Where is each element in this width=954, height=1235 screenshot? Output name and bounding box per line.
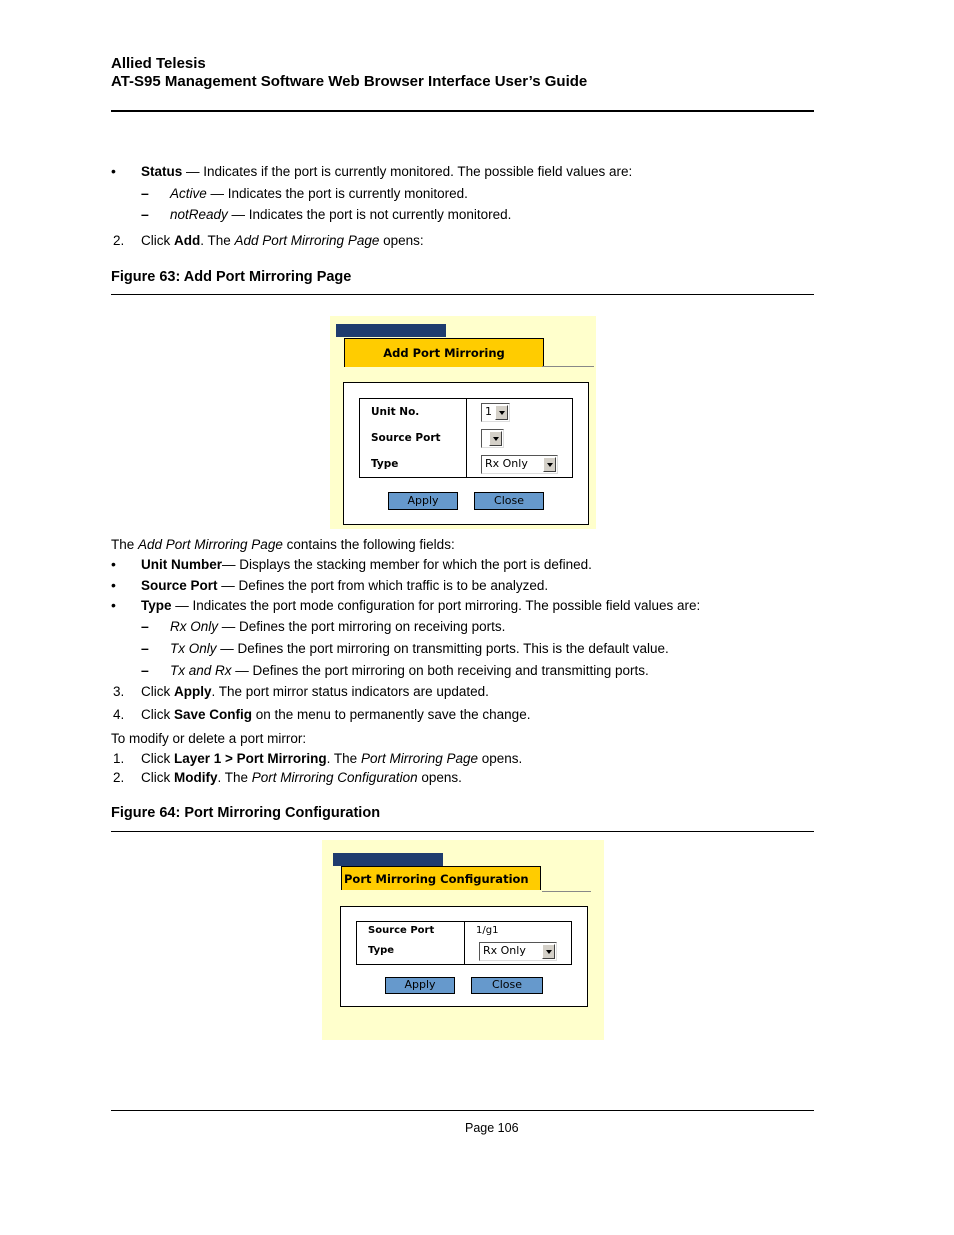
footer-rule [111, 1110, 814, 1111]
apply-button[interactable]: Apply [388, 492, 458, 510]
type-value: Rx Only [483, 944, 526, 957]
guide-title: AT-S95 Management Software Web Browser Interface User’s Guide [111, 73, 588, 90]
title-bar-stub [333, 853, 443, 866]
type-value-tx-and-rx [170, 663, 649, 678]
type-select[interactable] [479, 942, 557, 961]
figure64-caption: Figure 64: Port Mirroring Configuration [111, 805, 381, 821]
step-bold: Layer 1 > Port Mirroring [174, 751, 327, 766]
step-post: on the menu to permanently save the change. [252, 707, 531, 722]
tab-underline [542, 366, 594, 367]
step3-text [141, 684, 489, 699]
step-number: 2. [113, 233, 125, 248]
source-port-label: Source Port [368, 925, 435, 936]
fields-table [359, 398, 573, 478]
source-port-label: Source Port [371, 432, 441, 444]
title-bar-stub [336, 324, 446, 337]
tab-underline [542, 891, 591, 892]
value-term: notReady [170, 207, 228, 222]
modify-intro: To modify or delete a port mirror: [111, 731, 307, 746]
source-port-value: 1/g1 [476, 925, 499, 936]
form-box [340, 906, 588, 1007]
value-term: Tx Only [170, 641, 217, 656]
type-select[interactable] [481, 455, 558, 474]
company-name: Allied Telesis [111, 55, 206, 72]
step-pre: Click [141, 770, 174, 785]
step-ital: Add Port Mirroring Page [234, 233, 380, 248]
step-post: opens. [417, 770, 462, 785]
chevron-down-icon[interactable] [542, 944, 555, 959]
status-bullet [141, 164, 632, 179]
column-divider [466, 399, 467, 477]
apply-button[interactable]: Apply [385, 977, 455, 994]
step-number: 2. [113, 770, 125, 785]
source-port-select[interactable] [481, 429, 504, 448]
step-pre: Click [141, 233, 174, 248]
field-text: — Indicates the port mode configuration for port mirroring. The possible field values are: [171, 598, 701, 613]
step-bold: Apply [174, 684, 212, 699]
fields-table [356, 921, 572, 965]
page-tab-title: Add Port Mirroring [344, 338, 544, 367]
status-value-active [170, 186, 468, 201]
value-text: — Defines the port mirroring on receiving ports. [218, 619, 506, 634]
chevron-down-icon[interactable] [543, 457, 556, 472]
column-divider [464, 922, 465, 964]
source-port-bullet [141, 578, 548, 593]
step-post: . The port mirror status indicators are updated. [211, 684, 489, 699]
figure-rule [111, 831, 814, 832]
step-number: 1. [113, 751, 125, 766]
figure63-caption: Figure 63: Add Port Mirroring Page [111, 269, 352, 285]
header-rule [111, 110, 814, 112]
value-term: Active [170, 186, 207, 201]
type-value: Rx Only [485, 457, 528, 470]
intro-ital: Add Port Mirroring Page [138, 537, 283, 552]
page-number: Page 106 [465, 1121, 519, 1135]
dash-icon: – [141, 185, 149, 201]
close-button[interactable]: Close [471, 977, 543, 994]
step-mid: . The [326, 751, 361, 766]
step-pre: Click [141, 751, 174, 766]
field-text: — Displays the stacking member for which the port is defined. [222, 557, 592, 572]
fields-intro [111, 537, 455, 552]
field-term: Unit Number [141, 557, 222, 572]
chevron-down-icon[interactable] [495, 405, 508, 420]
step-mid: . The [200, 233, 235, 248]
dash-icon: – [141, 662, 149, 678]
unit-no-select[interactable] [481, 403, 510, 422]
dash-icon: – [141, 206, 149, 222]
dash-icon: – [141, 640, 149, 656]
value-text: — Indicates the port is currently monitored. [206, 186, 468, 201]
bullet-icon: • [111, 577, 116, 593]
port-mirroring-configuration-screenshot [322, 840, 604, 1040]
step-pre: Click [141, 707, 174, 722]
step2-text [141, 233, 424, 248]
unit-no-label: Unit No. [371, 406, 420, 418]
unit-no-value: 1 [485, 405, 492, 418]
chevron-down-icon[interactable] [489, 431, 502, 446]
type-bullet [141, 598, 700, 613]
bullet-icon: • [111, 556, 116, 572]
bullet-icon: • [111, 163, 116, 179]
intro-post: contains the following fields: [282, 537, 455, 552]
status-term: Status [141, 164, 183, 179]
figure-rule [111, 294, 814, 295]
step-pre: Click [141, 684, 174, 699]
modify-step2-text [141, 770, 462, 785]
value-term: Tx and Rx [170, 663, 232, 678]
value-text: — Indicates the port is not currently monitored. [227, 207, 512, 222]
value-text: — Defines the port mirroring on both receiving and transmitting ports. [231, 663, 649, 678]
step-ital: Port Mirroring Page [360, 751, 478, 766]
status-text: — Indicates if the port is currently monitored. The possible field values are: [182, 164, 633, 179]
step-post: opens: [379, 233, 424, 248]
dash-icon: – [141, 618, 149, 634]
step-ital: Port Mirroring Configuration [251, 770, 418, 785]
step-bold: Save Config [174, 707, 253, 722]
intro-pre: The [111, 537, 139, 552]
add-port-mirroring-screenshot [330, 316, 596, 529]
type-label: Type [371, 458, 399, 470]
type-value-tx-only [170, 641, 669, 656]
field-term: Source Port [141, 578, 218, 593]
field-text: — Defines the port from which traffic is to be analyzed. [217, 578, 549, 593]
step-post: opens. [478, 751, 523, 766]
field-term: Type [141, 598, 172, 613]
close-button[interactable]: Close [474, 492, 544, 510]
step-bold: Modify [174, 770, 218, 785]
step4-text [141, 707, 530, 722]
value-term: Rx Only [170, 619, 219, 634]
form-box [343, 382, 589, 525]
unit-number-bullet [141, 557, 592, 572]
value-text: — Defines the port mirroring on transmitting ports. This is the default value. [216, 641, 669, 656]
step-bold: Add [174, 233, 201, 248]
step-mid: . The [217, 770, 252, 785]
step-number: 4. [113, 707, 125, 722]
modify-step1-text [141, 751, 522, 766]
type-label: Type [368, 945, 395, 956]
type-value-rx-only [170, 619, 505, 634]
bullet-icon: • [111, 597, 116, 613]
status-value-notready [170, 207, 511, 222]
step-number: 3. [113, 684, 125, 699]
page-tab-title: Port Mirroring Configuration [341, 866, 541, 890]
